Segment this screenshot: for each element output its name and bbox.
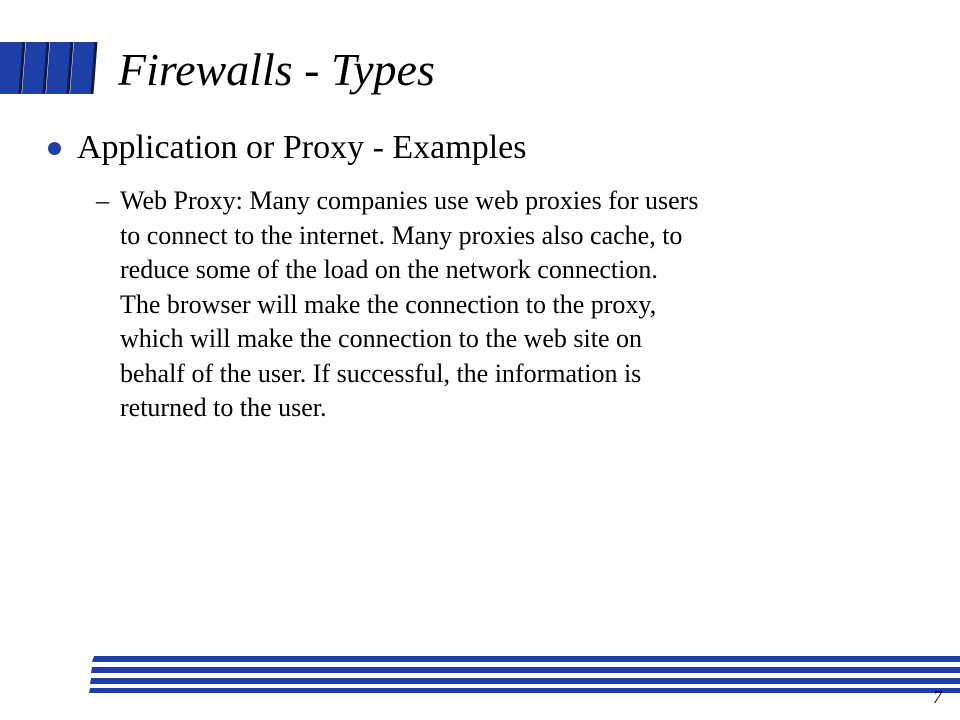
slide-title: Firewalls - Types [118,44,435,95]
sub-bullet-dash: – [96,186,109,215]
bullet-text: Application or Proxy - Examples [77,129,527,166]
slanted-bars-logo-icon [0,38,110,98]
sub-bullet-line: to connect to the internet. Many proxies also cache, to [120,220,683,250]
bullet-dot-icon [48,142,61,155]
sub-bullet-line: returned to the user. [120,393,327,422]
page-number: 7 [933,687,942,707]
sub-bullet-line: Web Proxy: Many companies use web proxies for users [120,186,699,215]
sub-bullet-line: The browser will make the connection to the proxy, [120,289,657,319]
sub-bullet-line: behalf of the user. If successful, the information is [120,358,642,388]
sub-bullet-line: which will make the connection to the web site on [120,324,643,353]
sub-bullet-text [120,184,698,426]
bullet-item [48,126,526,170]
sub-bullet-line: reduce some of the load on the network connection. [120,255,658,284]
footer-stripes [88,652,960,694]
